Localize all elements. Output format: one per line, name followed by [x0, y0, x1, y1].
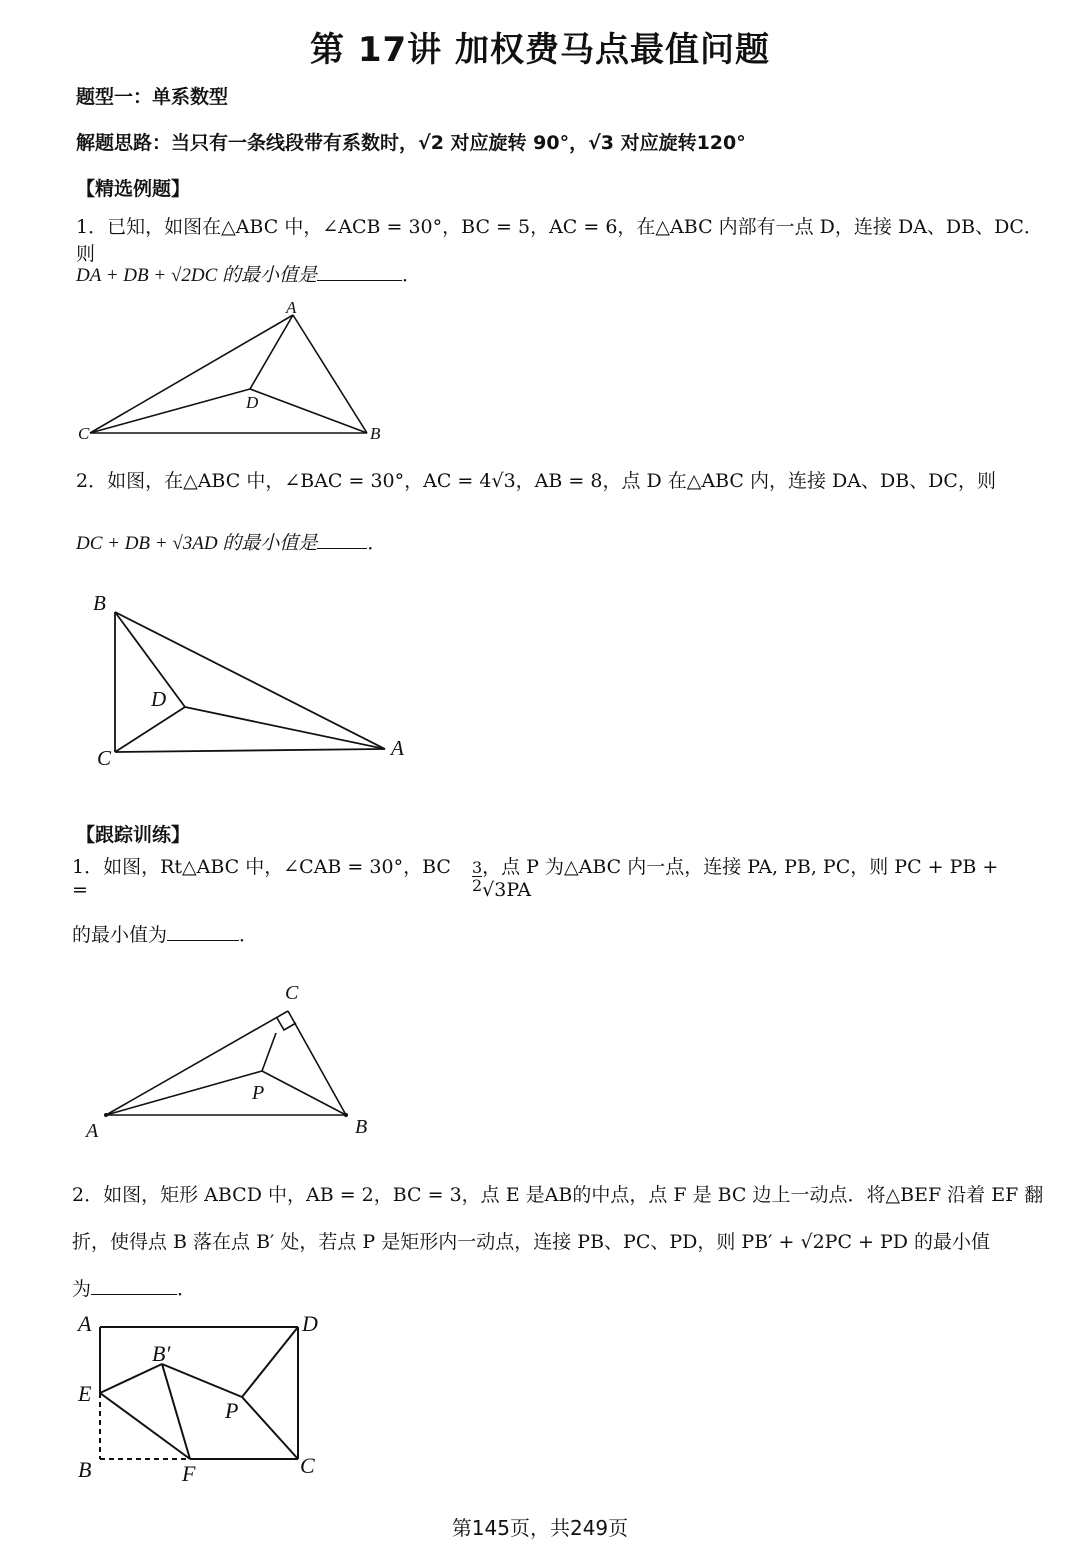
label-a: A: [286, 298, 297, 317]
label-c: C: [78, 424, 90, 443]
label-p: P: [252, 1082, 265, 1104]
label-b: B: [355, 1116, 368, 1138]
practice1-text-pre: 1．如图，Rt△ABC 中，∠CAB = 30°，BC =: [72, 855, 451, 901]
practice2-line1: 2．如图，矩形 ABCD 中，AB = 2，BC = 3，点 E 是AB的中点，点 F 是 BC 边上一动点．将△BEF 沿着 EF 翻: [72, 1184, 1044, 1206]
answer-blank: [91, 1278, 177, 1295]
label-d: D: [151, 687, 167, 711]
label-e: E: [78, 1381, 92, 1406]
label-b: B: [370, 424, 381, 443]
page-footer: 第145页，共249页: [451, 1516, 629, 1540]
period: ．: [402, 264, 422, 286]
segment-ca: [115, 749, 385, 752]
example1-figure: [70, 295, 410, 455]
label-a: A: [78, 1311, 92, 1336]
example2-line2: [76, 528, 386, 555]
label-p: P: [225, 1398, 239, 1423]
page-title: 第 17讲 加权费马点最值问题: [310, 30, 770, 70]
label-c: C: [300, 1453, 315, 1478]
label-a: A: [391, 736, 404, 760]
label-c: C: [285, 982, 299, 1004]
practice2-line3: [72, 1274, 196, 1301]
practice2-question-text: 为: [72, 1278, 92, 1300]
question-type-heading: 题型一：单系数型: [76, 86, 229, 108]
label-b-prime: B′: [152, 1341, 171, 1366]
fraction-numerator: 3: [471, 857, 483, 877]
answer-blank: [317, 264, 402, 281]
label-f: F: [182, 1461, 196, 1486]
segment-pd: [242, 1327, 298, 1397]
segment-cd: [115, 707, 185, 752]
segment-ap: [106, 1071, 265, 1115]
segment-eb-prime: [100, 1364, 162, 1393]
practice1-line1: [72, 854, 1052, 901]
segment-bd: [115, 612, 185, 707]
point-b: [344, 1113, 348, 1117]
practice1-line2: [72, 920, 258, 947]
label-a: A: [86, 1120, 99, 1142]
label-c: C: [97, 746, 112, 770]
label-b: B: [78, 1457, 92, 1482]
segment-b-prime-p: [162, 1364, 242, 1397]
answer-blank: [317, 532, 367, 549]
period: ．: [239, 924, 259, 946]
practice2-figure: [70, 1305, 370, 1495]
period: ．: [367, 532, 387, 554]
practice1-text-post: ，点 P 为△ABC 内一点，连接 PA, PB, PC，则 PC + PB + √3PA: [482, 855, 999, 901]
segment-ba: [115, 612, 385, 749]
example1-line2: [76, 260, 421, 287]
segment-da: [185, 707, 385, 749]
segment-cd: [90, 389, 250, 433]
segment-ca: [90, 315, 293, 433]
strategy-line: [76, 128, 746, 155]
practice1-question-text: 的最小值为: [72, 924, 168, 946]
segment-b-prime-f: [162, 1364, 190, 1459]
segment-pc: [242, 1397, 298, 1459]
fraction-denominator: 2: [471, 875, 483, 895]
example1-line1: 1．已知，如图在△ABC 中，∠ACB = 30°，BC = 5，AC = 6，在△ABC 内部有一点 D，连接 DA、DB、DC．则: [76, 216, 1043, 265]
segment-da: [250, 315, 293, 389]
label-d: D: [302, 1311, 318, 1336]
examples-section-heading: 【精选例题】: [76, 178, 191, 200]
segment-ef: [100, 1393, 190, 1459]
label-d: D: [246, 393, 259, 412]
segment-pc: [262, 1033, 276, 1071]
segment-db: [250, 389, 367, 433]
practice2-line2: 折，使得点 B 落在点 B′ 处，若点 P 是矩形内一动点，连接 PB、PC、PD，则 PB′ + √2PC + PD 的最小值: [72, 1231, 991, 1253]
period: ．: [177, 1278, 197, 1300]
strategy-text: 当只有一条线段带有系数时，√2 对应旋转 90°，√3 对应旋转120°: [171, 132, 746, 154]
example1-expression: DA + DB + √2DC 的最小值是: [76, 265, 318, 286]
example2-figure: [85, 585, 425, 775]
label-b: B: [93, 591, 106, 615]
point-a: [104, 1113, 108, 1117]
example2-line1: 2．如图，在△ABC 中，∠BAC = 30°，AC = 4√3，AB = 8，点 D 在△ABC 内，连接 DA、DB、DC，则: [76, 470, 996, 492]
answer-blank: [167, 924, 239, 941]
practice-section-heading: 【跟踪训练】: [76, 824, 191, 846]
segment-ab: [293, 315, 367, 433]
practice1-figure: [80, 975, 390, 1145]
strategy-label: 解题思路：: [76, 132, 172, 154]
example2-expression: DC + DB + √3AD 的最小值是: [76, 533, 318, 554]
fraction-3-2: [472, 859, 482, 894]
